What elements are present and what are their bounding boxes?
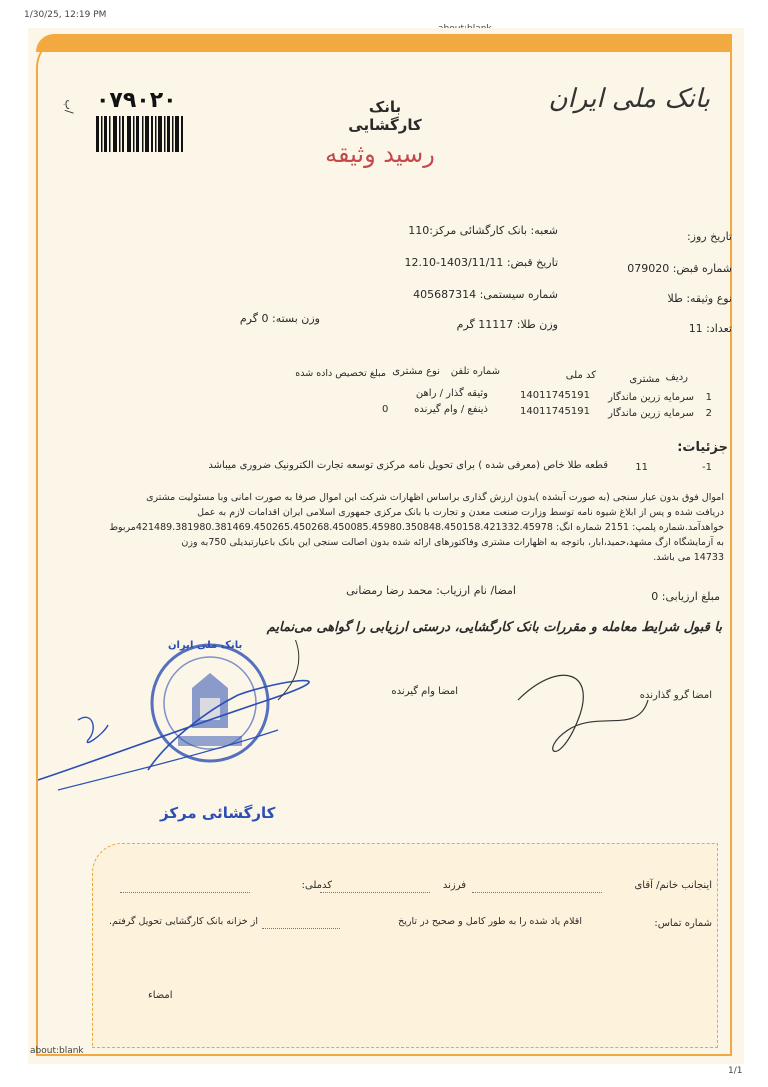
seal-text: بانک ملی ایران bbox=[168, 640, 243, 651]
table-header-national-id: کد ملی bbox=[565, 370, 596, 381]
print-datetime: 1/30/25, 12:19 PM bbox=[24, 10, 107, 20]
collateral-type: نوع وثیقه: طلا bbox=[667, 292, 732, 305]
details-paragraph bbox=[84, 490, 724, 565]
bank-logo: بانک ملی ایران bbox=[548, 84, 710, 114]
release-statement: اقلام یاد شده را به طور کامل و صحیح در تاریخ bbox=[398, 916, 582, 927]
row1-index: 1 bbox=[705, 392, 712, 403]
row1-type: وثیقه گذار / راهن bbox=[415, 388, 488, 399]
row1-name: سرمایه زرین ماندگار bbox=[608, 392, 694, 403]
table-header-phone: شماره تلفن bbox=[450, 366, 500, 377]
details-heading: جزئیات: bbox=[677, 440, 728, 455]
document-title: رسید وثیقه bbox=[325, 140, 435, 168]
acceptance-statement: با قبول شرایط معامله و مقررات بانک کارگشایی، درستی ارزیابی را گواهی می‌نمایم bbox=[266, 620, 722, 635]
details-line-4: به آزمایشگاه ازگ مشهد،حمید،ابار، باتوجه به اظهارات مشتری وفاکتورهای ارائه شده بدون اصالت سنجی این بانک باعیارتبدیلی 750به وزن bbox=[181, 537, 724, 548]
release-national-id-label: کدملی: bbox=[301, 880, 332, 891]
stamp-branch-text: کارگشائی مرکز bbox=[160, 804, 276, 822]
row2-national-id: 14011745191 bbox=[520, 406, 590, 417]
details-line-5: 14733 می باشد. bbox=[653, 552, 724, 563]
details-line-3: خواهدآمد.شماره پلمپ: 2151 شماره انگ: 421489.381980.381469.450265.450268.450085.45980.350848.450158.421332.45978مربوط bbox=[109, 522, 724, 533]
table-header-amount: مبلغ تخصیص داده شده bbox=[295, 368, 386, 379]
release-date-line bbox=[262, 928, 340, 929]
system-number: شماره سیستمی: 405687314 bbox=[413, 288, 558, 301]
item-count: تعداد: 11 bbox=[688, 322, 732, 335]
serial-prefix: ب/ bbox=[62, 99, 76, 114]
release-phone-label: شماره تماس: bbox=[654, 918, 712, 929]
row2-name: سرمایه زرین ماندگار bbox=[608, 408, 694, 419]
details-item-number: 1- bbox=[702, 462, 712, 473]
details-item-count: 11 bbox=[635, 462, 648, 473]
row2-type: ذینفع / وام گیرنده bbox=[414, 404, 488, 415]
receipt-date: تاریخ قبض: 1403/11/11-12.10 bbox=[404, 256, 558, 269]
release-father-label: فرزند bbox=[442, 880, 466, 891]
table-header-row: ردیف bbox=[665, 372, 688, 383]
details-line-1: اموال فوق بدون عیار سنجی (به صورت آبشده )بدون ارزش گذاری براساس اظهارات شرکت این اموال صرفا به صورت امانی وبا مسئولیت مشتری bbox=[146, 492, 724, 503]
print-page-count: 1/1 bbox=[728, 1066, 743, 1076]
package-weight: وزن بسته: 0 گرم bbox=[239, 312, 320, 325]
table-header-customer: مشتری bbox=[629, 374, 660, 385]
bank-unit-title: بانک کارگشایی bbox=[348, 98, 422, 134]
appraisal-amount: مبلغ ارزیابی: 0 bbox=[651, 590, 720, 603]
serial-number: ۰۷۹۰۲۰ bbox=[96, 88, 177, 113]
release-statement-end: از خزانه بانک کارگشایی تحویل گرفتم. bbox=[109, 916, 258, 927]
details-item-text: قطعه طلا خاص (معرفی شده ) برای تحویل نامه مرکزی توسعه تجارت الکترونیک ضروری میباشد bbox=[208, 460, 608, 471]
table-header-type: نوع مشتری bbox=[392, 366, 440, 377]
row1-national-id: 14011745191 bbox=[520, 390, 590, 401]
print-url-bottom: about:blank bbox=[30, 1046, 84, 1056]
release-national-id-line bbox=[120, 892, 250, 893]
release-name-label: اینجانب خانم/ آقای bbox=[634, 880, 712, 891]
receipt-number: شماره قبض: 079020 bbox=[627, 262, 732, 275]
appraiser-name: امضا/ نام ارزیاب: محمد رضا رمضانی bbox=[346, 584, 516, 597]
release-form-box bbox=[92, 843, 718, 1048]
release-name-line bbox=[472, 892, 602, 893]
branch: شعبه: بانک کارگشائی مرکز:110 bbox=[408, 224, 558, 237]
date-label: تاریخ روز: bbox=[686, 230, 732, 243]
row2-amount: 0 bbox=[382, 404, 389, 415]
pledger-signature-label: امضا گرو گذارنده bbox=[639, 690, 712, 701]
borrower-signature-label: امضا وام گیرنده bbox=[391, 686, 458, 697]
release-signature-label: امضاء bbox=[148, 990, 173, 1001]
row2-index: 2 bbox=[705, 408, 712, 419]
handwritten-signatures bbox=[38, 640, 738, 810]
gold-weight: وزن طلا: 11117 گرم bbox=[456, 318, 558, 331]
details-line-2: دریافت شده و پس از ابلاغ شیوه نامه توسط وزارت صنعت معدن و تجارت با بانک مرکزی جمهوری اسلامی ایران اقدامات لازم به عمل bbox=[197, 507, 724, 518]
barcode bbox=[96, 116, 186, 152]
release-father-line bbox=[320, 892, 430, 893]
